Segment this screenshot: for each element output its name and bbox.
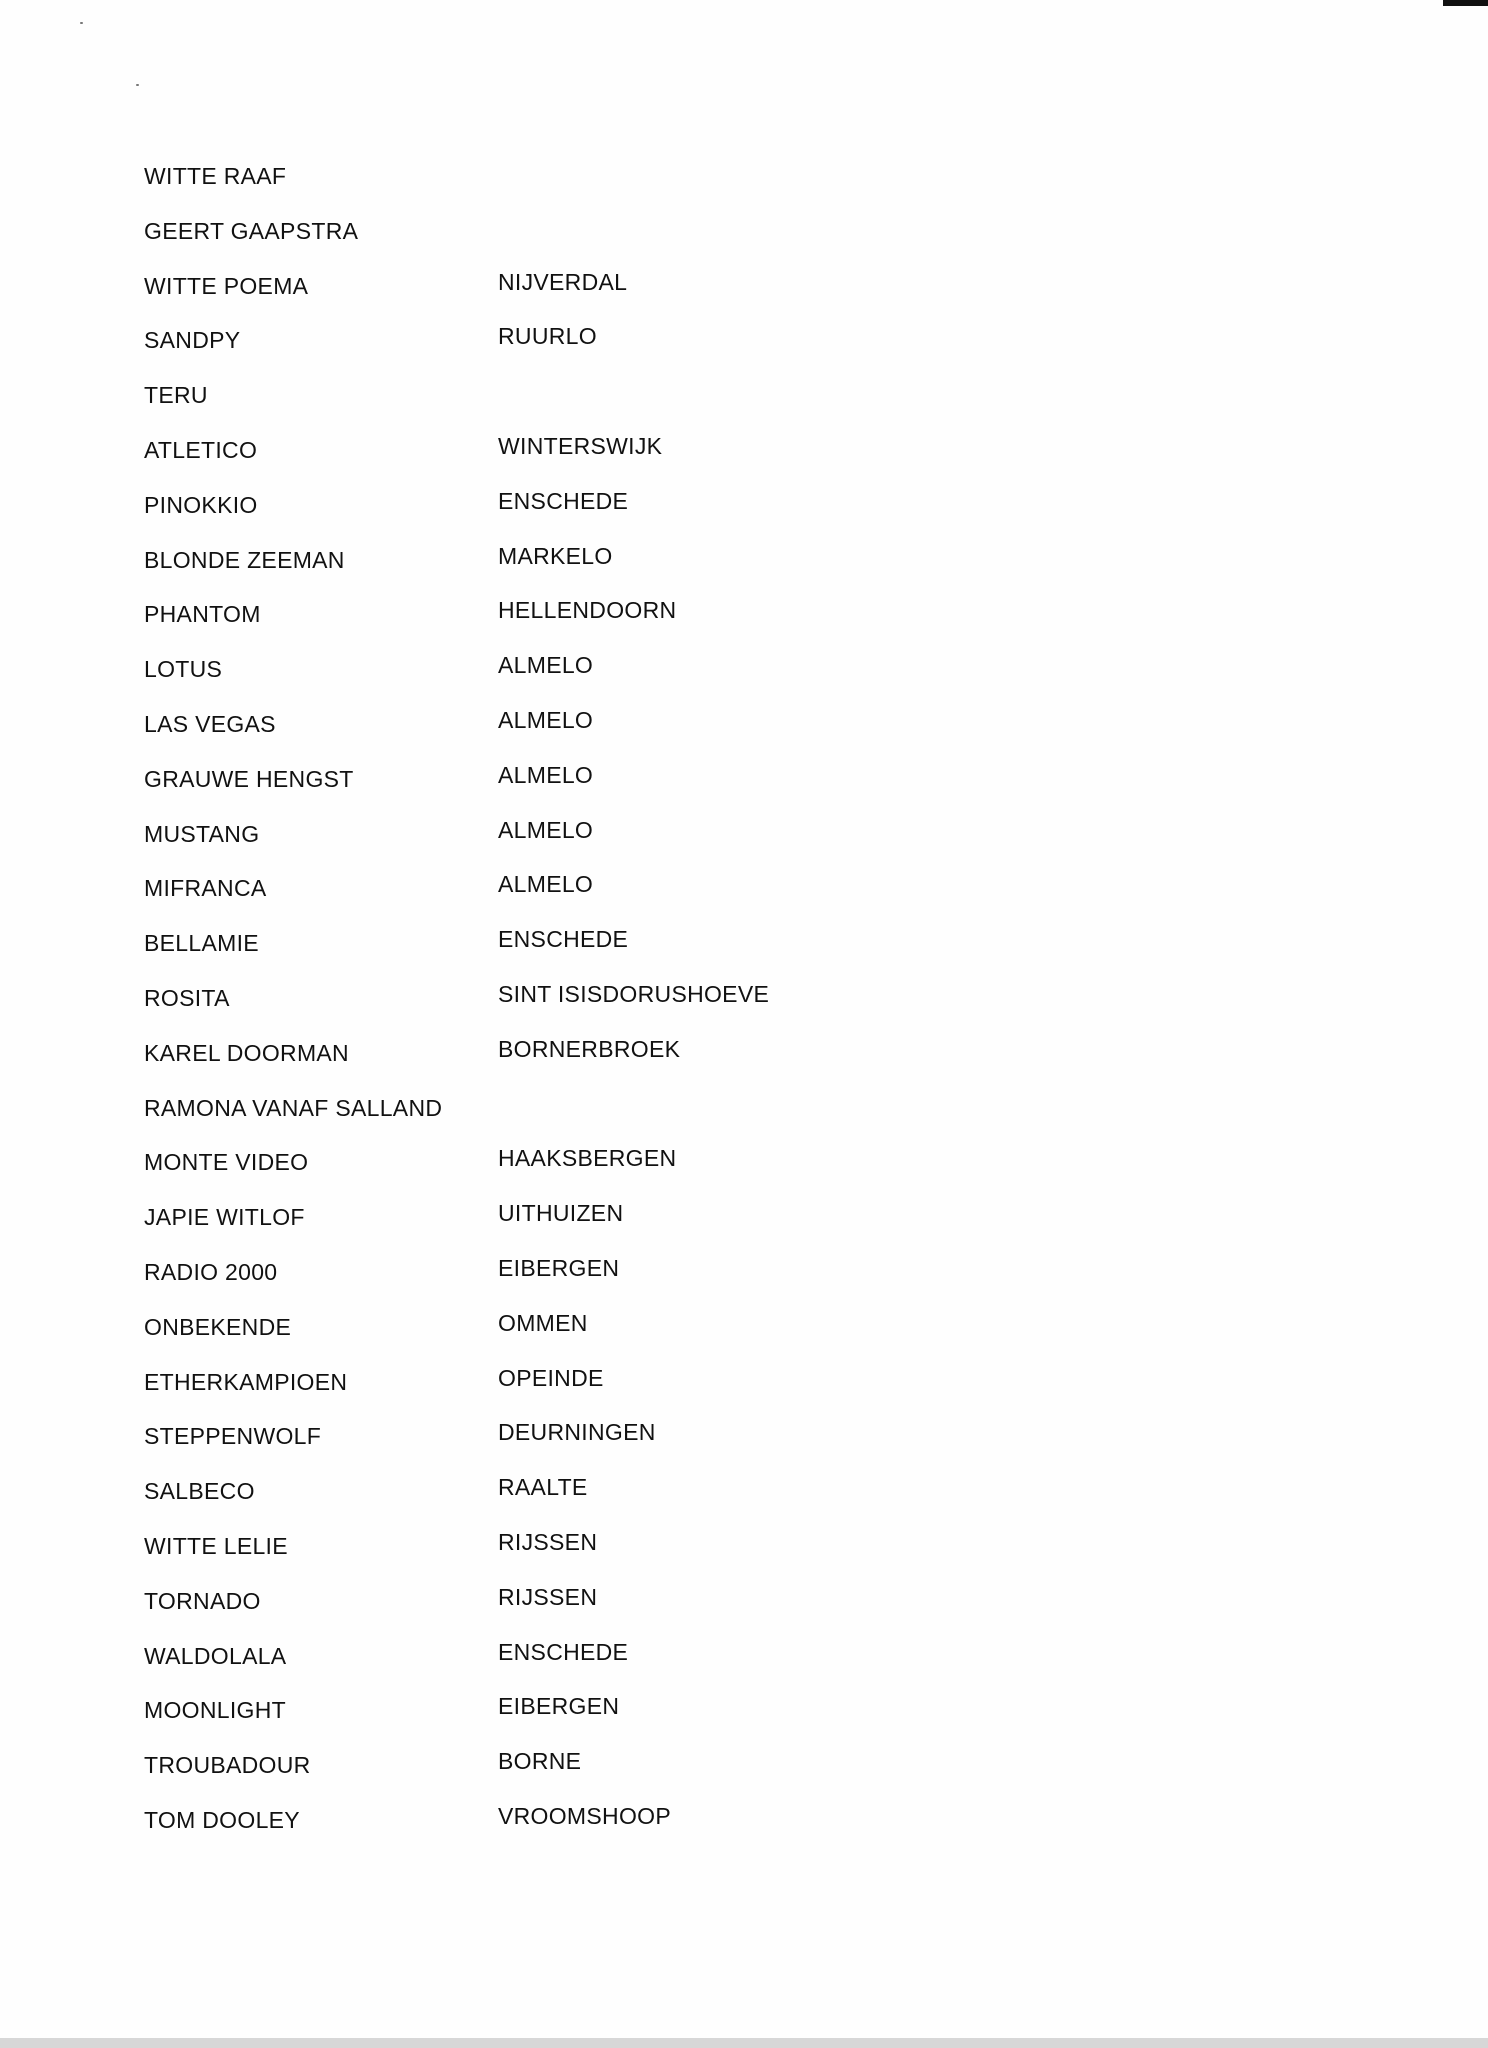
- entry-city: ALMELO: [498, 871, 594, 897]
- list-row: [0, 269, 1488, 312]
- list-row: [0, 762, 1488, 805]
- entry-city: WINTERSWIJK: [498, 433, 663, 459]
- entry-city: SINT ISISDORUSHOEVE: [498, 981, 770, 1007]
- list-row: [0, 543, 1488, 586]
- entry-name: TROUBADOUR: [144, 1752, 311, 1778]
- entry-name: MONTE VIDEO: [144, 1149, 309, 1175]
- entry-name: GRAUWE HENGST: [144, 766, 354, 792]
- list-row: [0, 1529, 1488, 1572]
- entry-name: WITTE POEMA: [144, 273, 309, 299]
- entry-city: EIBERGEN: [498, 1255, 620, 1281]
- list-row: [0, 871, 1488, 914]
- list-row: [0, 323, 1488, 366]
- entry-city: MARKELO: [498, 543, 613, 569]
- entry-city: OPEINDE: [498, 1365, 604, 1391]
- list-row: [0, 1255, 1488, 1298]
- entry-city: BORNERBROEK: [498, 1036, 681, 1062]
- entry-name: ROSITA: [144, 985, 230, 1011]
- entry-city: BORNE: [498, 1748, 582, 1774]
- list-row: [0, 162, 1488, 202]
- entry-name: PINOKKIO: [144, 492, 258, 518]
- list-row: [0, 817, 1488, 860]
- list-row: [0, 1310, 1488, 1353]
- entry-name: TERU: [144, 382, 208, 408]
- list-row: [0, 1145, 1488, 1188]
- entry-city: EIBERGEN: [498, 1693, 620, 1719]
- entry-city: RUURLO: [498, 323, 597, 349]
- entry-name: ATLETICO: [144, 437, 258, 463]
- entry-name: RADIO 2000: [144, 1259, 278, 1285]
- entry-name: MIFRANCA: [144, 875, 267, 901]
- list-row: [0, 433, 1488, 476]
- entry-city: HAAKSBERGEN: [498, 1145, 677, 1171]
- list-row: [0, 1365, 1488, 1408]
- scan-speck: [80, 22, 83, 24]
- entry-name: KAREL DOORMAN: [144, 1040, 349, 1066]
- list-row: [0, 1419, 1488, 1462]
- entry-city: ALMELO: [498, 707, 594, 733]
- list-row: [0, 1639, 1488, 1682]
- entry-city: RIJSSEN: [498, 1529, 598, 1555]
- entry-name: ONBEKENDE: [144, 1314, 292, 1340]
- scan-speck: [136, 84, 139, 86]
- entry-name: RAMONA VANAF SALLAND: [144, 1095, 443, 1121]
- entry-name: BELLAMIE: [144, 930, 259, 956]
- list-row: [0, 381, 1488, 421]
- entry-name: STEPPENWOLF: [144, 1423, 322, 1449]
- list-row: [0, 1584, 1488, 1627]
- entry-name: WITTE LELIE: [144, 1533, 288, 1559]
- entry-name: PHANTOM: [144, 601, 261, 627]
- list-row: [0, 488, 1488, 531]
- entry-city: OMMEN: [498, 1310, 588, 1336]
- entry-name: SALBECO: [144, 1478, 255, 1504]
- entry-city: VROOMSHOOP: [498, 1803, 671, 1829]
- scan-bottom-edge: [0, 2038, 1488, 2048]
- list-row: [0, 1803, 1488, 1846]
- entry-city: RIJSSEN: [498, 1584, 598, 1610]
- entry-city: NIJVERDAL: [498, 269, 628, 295]
- list-row: [0, 1693, 1488, 1736]
- entry-city: ENSCHEDE: [498, 488, 629, 514]
- entry-name: MUSTANG: [144, 821, 260, 847]
- list-row: [0, 926, 1488, 969]
- entry-name: TORNADO: [144, 1588, 261, 1614]
- entry-name: LAS VEGAS: [144, 711, 276, 737]
- entry-name: JAPIE WITLOF: [144, 1204, 305, 1230]
- list-row: [0, 597, 1488, 640]
- entry-name: WITTE RAAF: [144, 163, 287, 189]
- entry-name: WALDOLALA: [144, 1643, 287, 1669]
- scan-corner-mark: [1443, 0, 1488, 6]
- list-row: [0, 217, 1488, 257]
- entry-city: UITHUIZEN: [498, 1200, 624, 1226]
- entry-city: DEURNINGEN: [498, 1419, 656, 1445]
- entry-city: ALMELO: [498, 762, 594, 788]
- entry-city: ALMELO: [498, 652, 594, 678]
- entry-city: ALMELO: [498, 817, 594, 843]
- entry-name: GEERT GAAPSTRA: [144, 218, 359, 244]
- list-row: [0, 1474, 1488, 1517]
- entry-city: HELLENDOORN: [498, 597, 677, 623]
- entry-name: MOONLIGHT: [144, 1697, 286, 1723]
- list-row: [0, 652, 1488, 695]
- entry-name: ETHERKAMPIOEN: [144, 1369, 348, 1395]
- list-row: [0, 1200, 1488, 1243]
- entry-name: SANDPY: [144, 327, 241, 353]
- entry-city: ENSCHEDE: [498, 1639, 629, 1665]
- entry-city: RAALTE: [498, 1474, 588, 1500]
- entry-city: ENSCHEDE: [498, 926, 629, 952]
- list-row: [0, 707, 1488, 750]
- entry-name: BLONDE ZEEMAN: [144, 547, 345, 573]
- entry-name: LOTUS: [144, 656, 223, 682]
- list-row: [0, 981, 1488, 1024]
- list-row: [0, 1094, 1488, 1134]
- list-row: [0, 1748, 1488, 1791]
- list-row: [0, 1036, 1488, 1079]
- entry-name: TOM DOOLEY: [144, 1807, 300, 1833]
